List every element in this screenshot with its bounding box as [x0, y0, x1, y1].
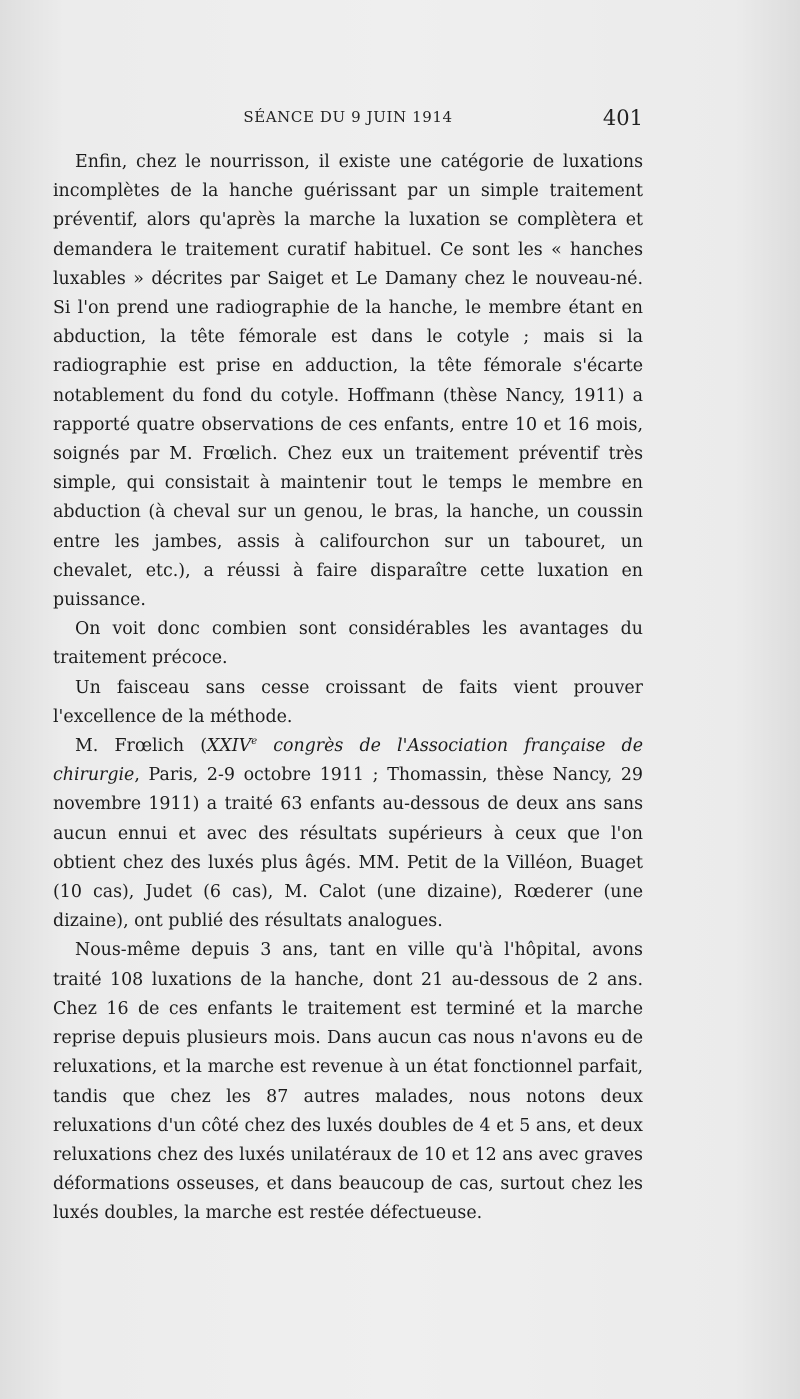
running-head [53, 106, 643, 136]
froelich-rest: , Paris, 2-9 octobre 1911 ; Thomassin, thèse Nancy, 29 novembre 1911) a traité 63 enfants au-dessous de deux ans sans aucun ennui et avec des résultats supérieurs à ceux que l'on obtient chez des luxés plus âgés. MM. Petit de la Villéon, Buaget (10 cas), Judet (6 cas), M. Calot (une dizaine), Rœderer (une dizaine), ont publié des résultats analogues. [53, 765, 643, 932]
paragraph-froelich [53, 732, 643, 936]
paragraph-excellence: Un faisceau sans cesse croissant de faits vient prouver l'excellence de la méthode. [53, 677, 643, 727]
page-number: 401 [602, 106, 643, 130]
congress-title: congrès de l'Association française de chirurgie [53, 736, 643, 786]
congress-number: XXIV [207, 736, 252, 757]
congress-superscript: e [251, 736, 258, 748]
body-text [53, 148, 643, 1229]
paragraph-nous-meme: Nous-même depuis 3 ans, tant en ville qu'à l'hôpital, avons traité 108 luxations de la hanche, dont 21 au-dessous de 2 ans. Chez 16 de ces enfants le traitement est terminé et la marche reprise depuis plusieurs mois. Dans aucun cas nous n'avons eu de reluxations, et la marche est revenue à un état fonctionnel parfait, tandis que chez les 87 autres malades, nous notons deux reluxations d'un côté chez des luxés doubles de 4 et 5 ans, et deux reluxations chez des luxés unilatéraux de 10 et 12 ans avec graves déformations osseuses, et dans beaucoup de cas, surtout chez les luxés doubles, la marche est restée défectueuse. [53, 940, 643, 1224]
froelich-lead: M. Frœlich ( [75, 736, 208, 757]
running-title: SÉANCE DU 9 JUIN 1914 [243, 108, 453, 126]
paragraph-hanches-luxables: Enfin, chez le nourrisson, il existe une catégorie de luxations incomplètes de la hanche guérissant par un simple traitement préventif, alors qu'après la marche la luxation se complètera et demandera le traitement curatif habituel. Ce sont les « hanches luxables » décrites par Saiget et Le Damany chez le nouveau-né. Si l'on prend une radiographie de la hanche, le membre étant en abduction, la tête fémorale est dans le cotyle ; mais si la radiographie est prise en adduction, la tête fémorale s'écarte notablement du fond du cotyle. Hoffmann (thèse Nancy, 1911) a rapporté quatre observations de ces enfants, entre 10 et 16 mois, soignés par M. Frœlich. Chez eux un traitement préventif très simple, qui consistait à maintenir tout le temps le membre en abduction (à cheval sur un genou, le bras, la hanche, un coussin entre les jambes, assis à califourchon sur un tabouret, un chevalet, etc.), a réussi à faire disparaître cette luxation en puissance. [53, 152, 643, 611]
paragraph-avantages: On voit donc combien sont considérables les avantages du traitement précoce. [53, 619, 643, 669]
